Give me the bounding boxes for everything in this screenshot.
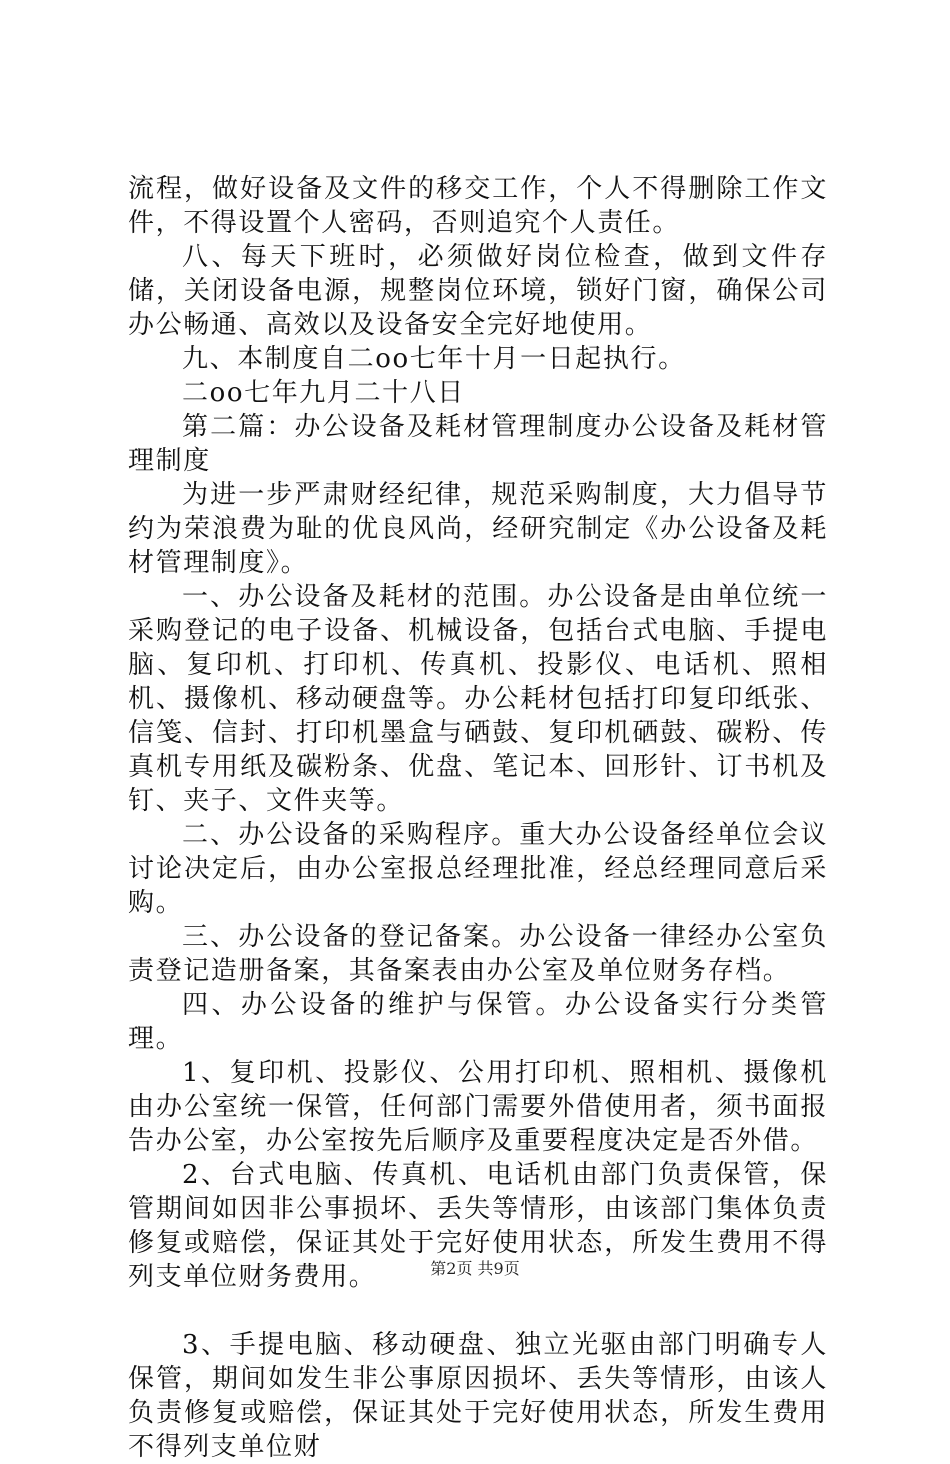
page-number-footer: 第2页 共9页 — [430, 1259, 520, 1278]
paragraph-registration: 三、办公设备的登记备案。办公设备一律经办公室负责登记造册备案，其备案表由办公室及单位财务存档。 — [128, 922, 828, 986]
paragraph-procurement: 二、办公设备的采购程序。重大办公设备经单位会议讨论决定后，由办公室报总经理批准，经总经理同意后采购。 — [128, 820, 828, 918]
section-heading: 第二篇：办公设备及耗材管理制度办公设备及耗材管理制度 — [128, 412, 828, 476]
paragraph-maintenance: 四、办公设备的维护与保管。办公设备实行分类管理。 — [128, 990, 828, 1054]
paragraph-rule-2: 2、台式电脑、传真机、电话机由部门负责保管，保管期间如因非公事损坏、丢失等情形，由该部门集体负责修复或赔偿，保证其处于完好使用状态，所发生费用不得列支单位财务费用。 — [128, 1160, 828, 1292]
paragraph-item-9: 九、本制度自二oo七年十月一日起执行。 — [182, 344, 686, 374]
paragraph-intro: 为进一步严肃财经纪律，规范采购制度，大力倡导节约为荣浪费为耻的优良风尚，经研究制定《办公设备及耗材管理制度》。 — [128, 480, 828, 578]
paragraph-rule-1: 1、复印机、投影仪、公用打印机、照相机、摄像机由办公室统一保管，任何部门需要外借使用者，须书面报告办公室，办公室按先后顺序及重要程度决定是否外借。 — [128, 1058, 828, 1156]
paragraph-item-8: 八、每天下班时，必须做好岗位检查，做到文件存储，关闭设备电源，规整岗位环境，锁好门窗，确保公司办公畅通、高效以及设备安全完好地使用。 — [128, 242, 828, 340]
paragraph-date: 二oo七年九月二十八日 — [182, 378, 465, 408]
paragraph-continuation: 流程，做好设备及文件的移交工作，个人不得删除工作文件，不得设置个人密码，否则追究个人责任。 — [128, 174, 828, 238]
paragraph-scope: 一、办公设备及耗材的范围。办公设备是由单位统一采购登记的电子设备、机械设备，包括台式电脑、手提电脑、复印机、打印机、传真机、投影仪、电话机、照相机、摄像机、移动硬盘等。办公耗材包括打印复印纸张、信笺、信封、打印机墨盒与硒鼓、复印机硒鼓、碳粉、传真机专用纸及碳粉条、优盘、笔记本、回形针、订书机及钉、夹子、文件夹等。 — [128, 582, 828, 816]
paragraph-spacer — [128, 1294, 828, 1328]
paragraph-rule-3: 3、手提电脑、移动硬盘、独立光驱由部门明确专人保管，期间如发生非公事原因损坏、丢失等情形，由该人负责修复或赔偿，保证其处于完好使用状态，所发生费用不得列支单位财 — [128, 1330, 828, 1462]
